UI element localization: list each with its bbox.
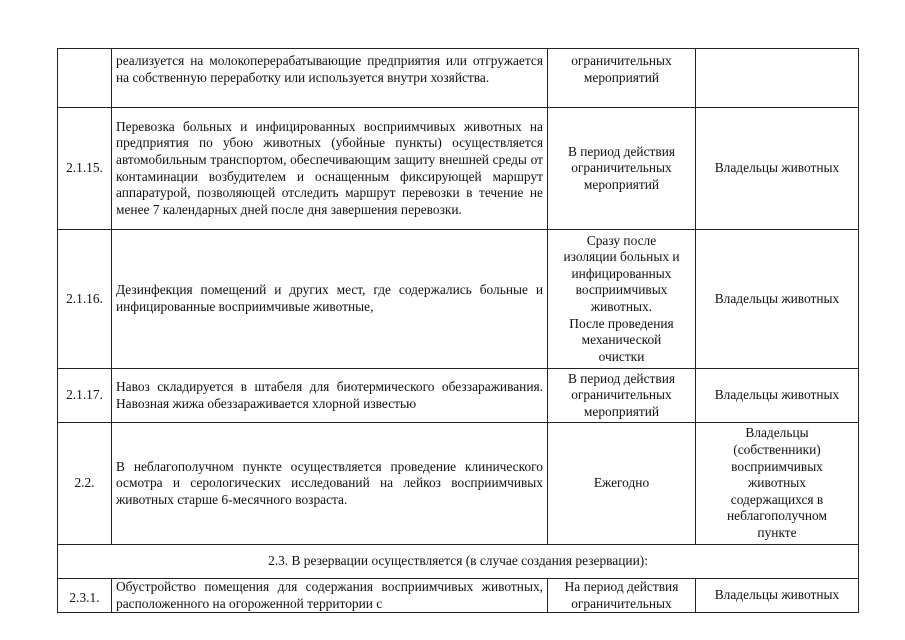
period-text: Ежегодно	[548, 423, 696, 545]
row-number: 2.1.16.	[58, 230, 112, 369]
period-text: ограничительных мероприятий	[548, 49, 696, 108]
table-row	[58, 230, 859, 369]
row-number: 2.3.1.	[58, 579, 112, 613]
measure-text: Дезинфекция помещений и других мест, где содержались больные и инфицированные восприимчивые животные,	[112, 230, 548, 369]
section-row	[58, 545, 859, 579]
table-row	[58, 108, 859, 230]
measure-text: Обустройство помещения для содержания восприимчивых животных, расположенного на огороженной территории с	[112, 579, 548, 613]
responsible-text: Владельцы животных	[696, 230, 859, 369]
responsible-text	[696, 49, 859, 108]
row-number: 2.1.17.	[58, 369, 112, 423]
period-text: Сразу после изоляции больных и инфицированных восприимчивых животных. После проведения механической очистки	[548, 230, 696, 369]
responsible-text: Владельцы животных	[696, 369, 859, 423]
period-text: В период действия ограничительных мероприятий	[548, 369, 696, 423]
row-number	[58, 49, 112, 108]
measures-table	[57, 48, 859, 613]
responsible-text: Владельцы животных	[696, 579, 859, 613]
section-heading: 2.3. В резервации осуществляется (в случае создания резервации):	[58, 545, 859, 579]
row-number: 2.2.	[58, 423, 112, 545]
measure-text: реализуется на молокоперерабатывающие предприятия или отгружается на собственную переработку или используется внутри хозяйства.	[112, 49, 548, 108]
table-row	[58, 579, 859, 613]
table-row	[58, 49, 859, 108]
responsible-text: Владельцы животных	[696, 108, 859, 230]
measure-text: В неблагополучном пункте осуществляется проведение клинического осмотра и серологических исследований на лейкоз восприимчивых животных старше 6-месячного возраста.	[112, 423, 548, 545]
table-row	[58, 423, 859, 545]
period-text: На период действия ограничительных	[548, 579, 696, 613]
row-number: 2.1.15.	[58, 108, 112, 230]
measure-text: Навоз складируется в штабеля для биотермического обеззараживания. Навозная жижа обеззараживается хлорной известью	[112, 369, 548, 423]
responsible-text: Владельцы (собственники) восприимчивых животных содержащихся в неблагополучном пункте	[696, 423, 859, 545]
table-row	[58, 369, 859, 423]
period-text: В период действия ограничительных мероприятий	[548, 108, 696, 230]
measure-text: Перевозка больных и инфицированных восприимчивых животных на предприятия по убою животных (убойные пункты) осуществляется автомобильным транспортом, обеспечивающим защиту внешней среды от контаминации возбудителем и оснащенным фиксирующей маршрут аппаратурой, позволяющей отследить маршрут перевозки в течение не менее 7 календарных дней после дня завершения перевозки.	[112, 108, 548, 230]
